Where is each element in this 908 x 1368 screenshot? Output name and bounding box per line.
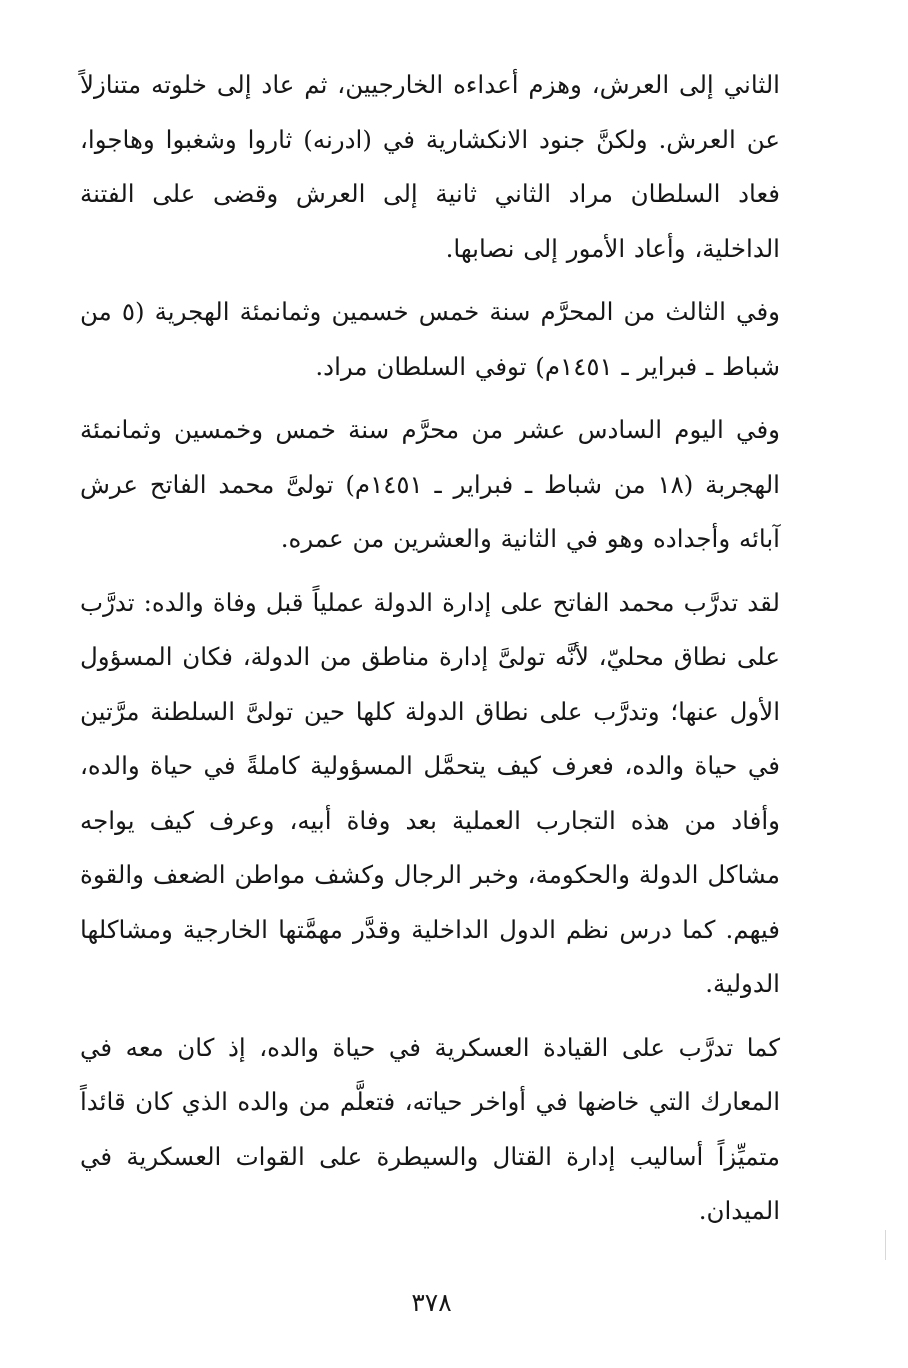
page-number: ٣٧٨ [411, 1288, 452, 1317]
paragraph-administration-training: لقد تدرَّب محمد الفاتح على إدارة الدولة عملياً قبل وفاة والده: تدرَّب على نطاق محليّ، لأنَّه تولىَّ إدارة مناطق من الدولة، فكان المسؤول الأول عنها؛ وتدرَّب على نطاق الدولة كلها حين تولىَّ السلطنة مرَّتين في حياة والده، فعرف كيف يتحمَّل المسؤولية كاملةً في حياة والده، وأفاد من هذه التجارب العملية بعد وفاة أبيه، وعرف كيف يواجه مشاكل الدولة والحكومة، وخبر الرجال وكشف مواطن الضعف والقوة فيهم. كما درس نظم الدول الداخلية وقدَّر مهمَّتها الخارجية ومشاكلها الدولية. [80, 587, 780, 998]
paragraph-throne-return: الثاني إلى العرش، وهزم أعداءه الخارجيين، ثم عاد إلى خلوته متنازلاً عن العرش. ولكنَّ جنود الانكشارية في (ادرنه) ثاروا وشغبوا وهاجوا، فعاد السلطان مراد الثاني ثانية إلى العرش وقضى على الفتنة الداخلية، وأعاد الأمور إلى نصابها. [80, 70, 780, 263]
page-edge-mark [885, 1230, 886, 1260]
paragraph-accession: وفي اليوم السادس عشر من محرَّم سنة خمس وخمسين وثمانمئة الهجربة (١٨ من شباط ـ فبراير ـ ١٤٥١م) تولىَّ محمد الفاتح عرش آبائه وأجداده وهو في الثانية والعشرين من عمره. [80, 415, 780, 553]
page-body [80, 58, 780, 1248]
paragraph-murad-death: وفي الثالث من المحرَّم سنة خمس خسمين وثمانمئة الهجرية (٥ من شباط ـ فبراير ـ ١٤٥١م) توفي السلطان مراد. [80, 297, 781, 381]
paragraph-military-training: كما تدرَّب على القيادة العسكرية في حياة والده، إذ كان معه في المعارك التي خاضها في أواخر حياته، فتعلَّم من والده الذي كان قائداً متميِّزاً أساليب إدارة القتال والسيطرة على القوات العسكرية في الميدان. [80, 1032, 780, 1225]
